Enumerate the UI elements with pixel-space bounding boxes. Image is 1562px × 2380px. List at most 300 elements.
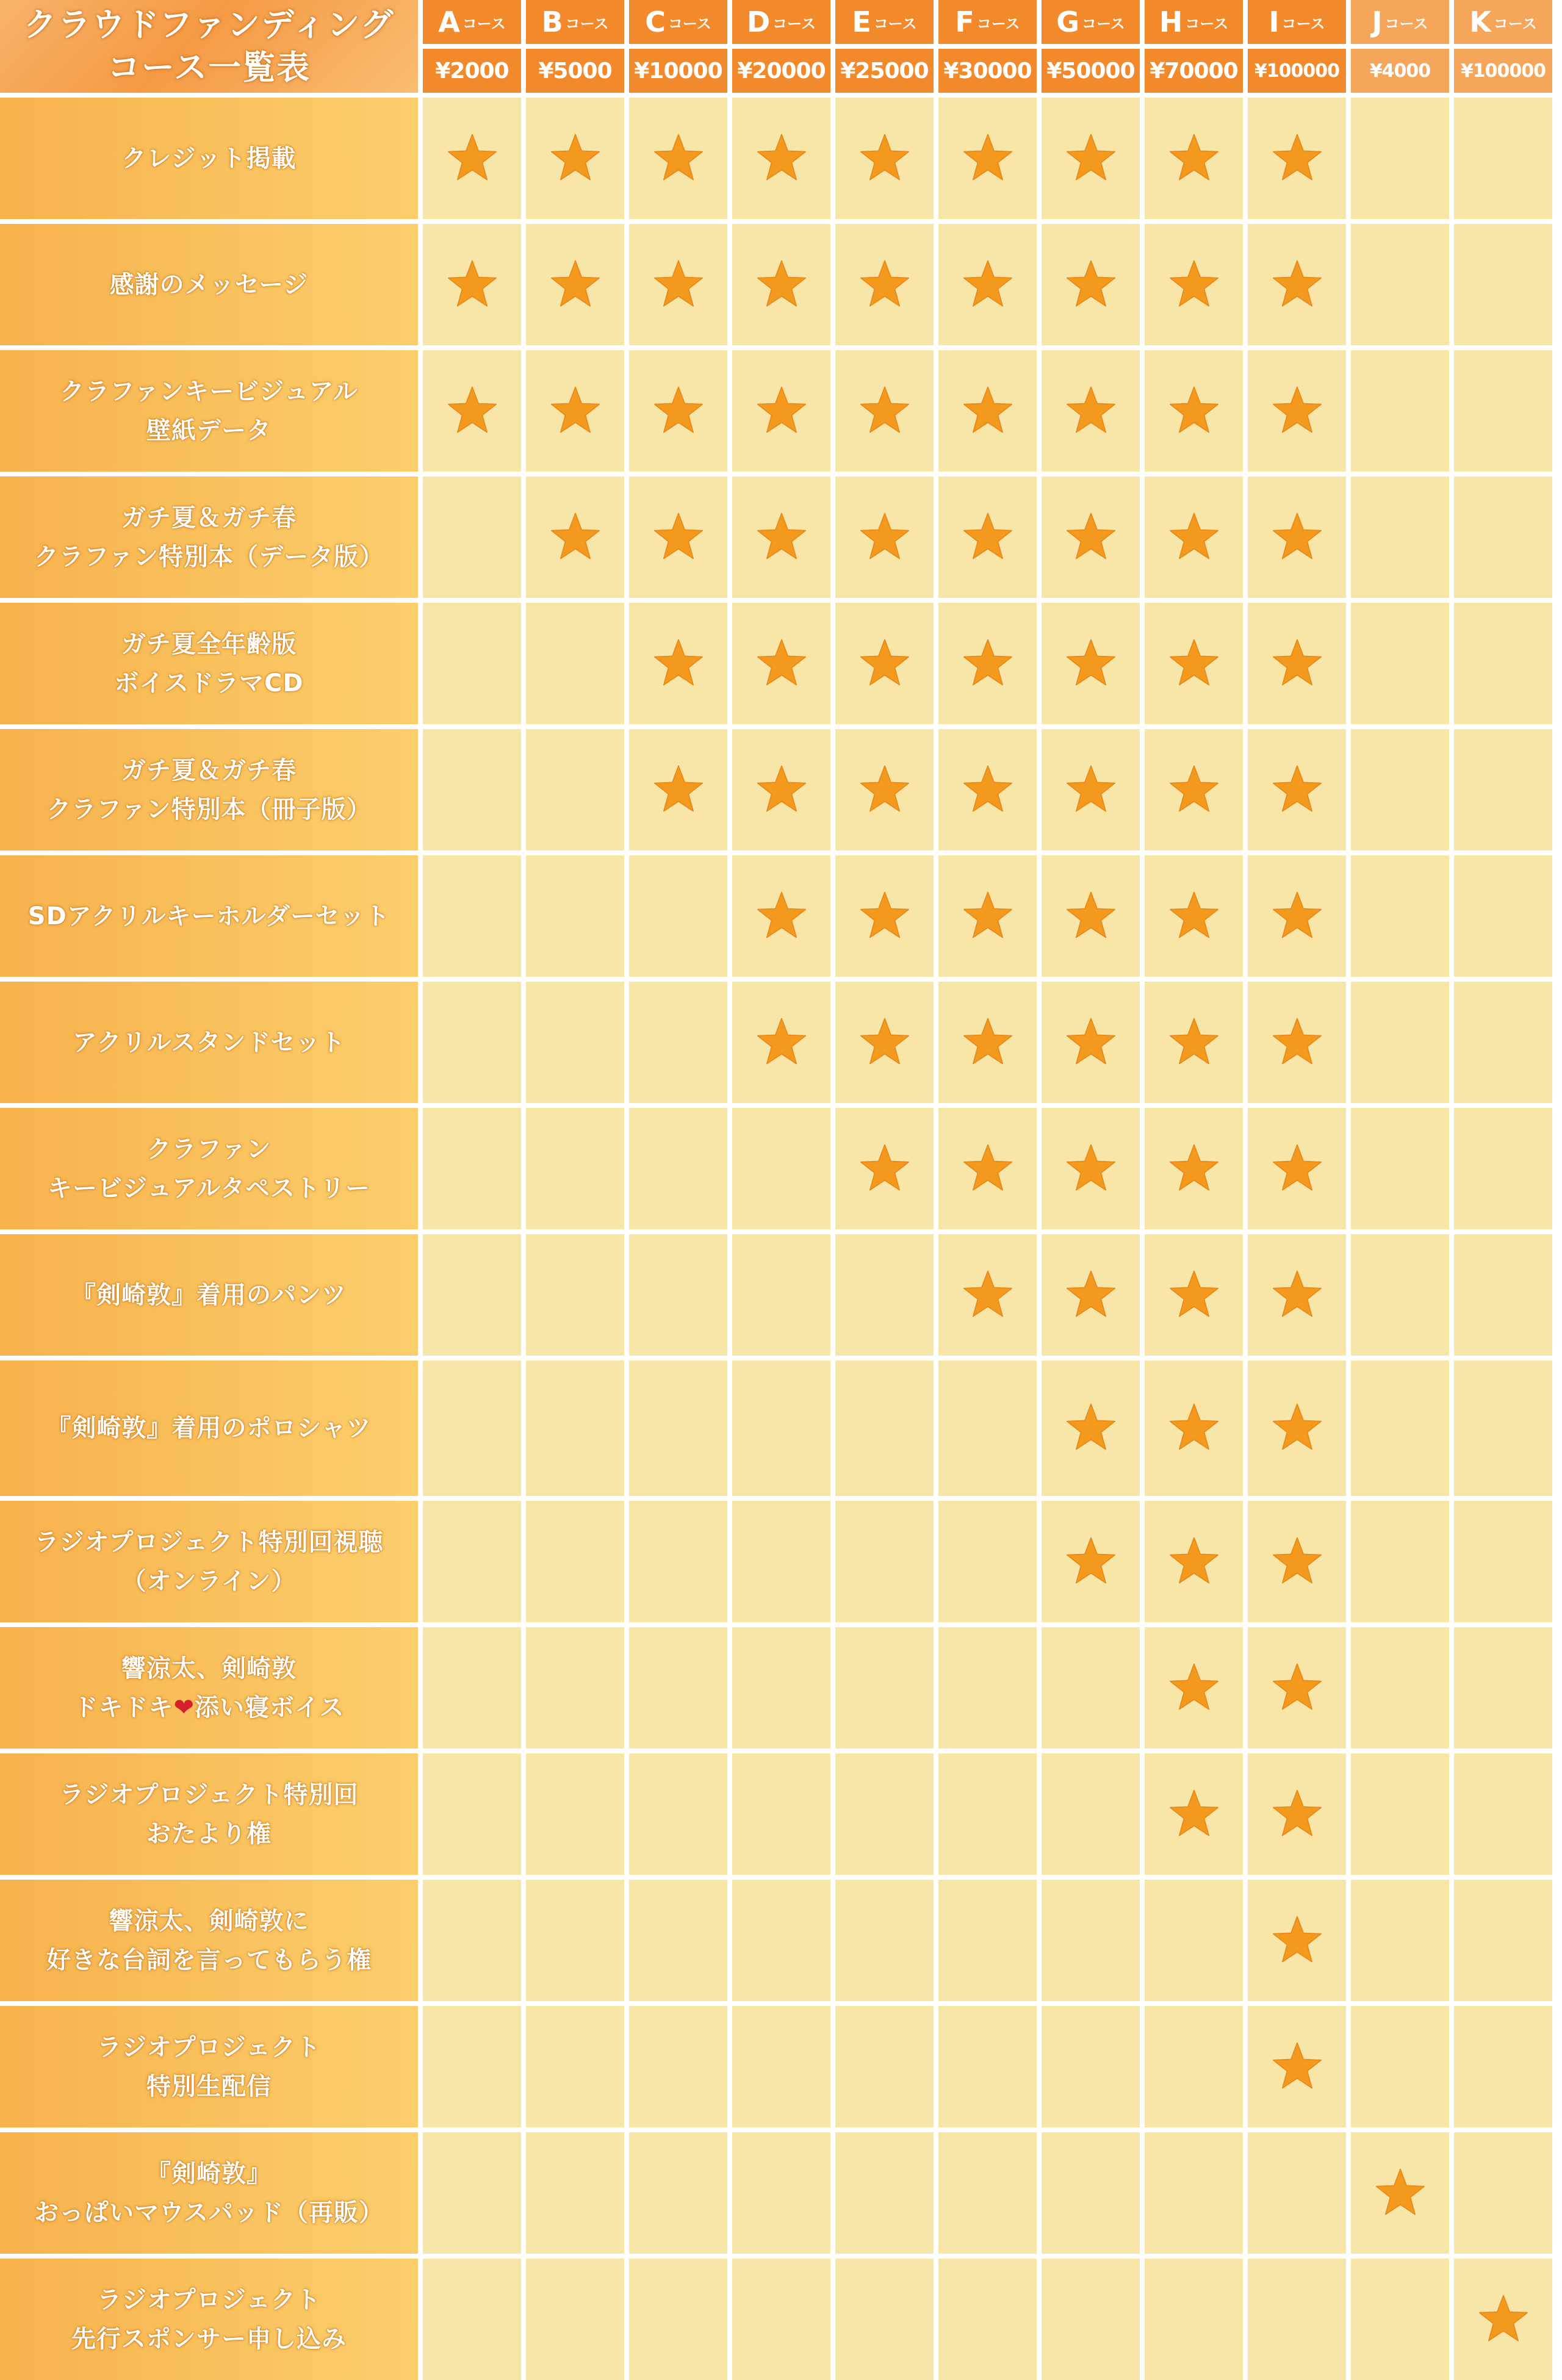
reward-cell-b: [526, 98, 624, 219]
star-icon: [1065, 1016, 1117, 1069]
course-suffix: コース: [565, 15, 609, 32]
reward-cell-h: [1145, 224, 1243, 345]
reward-cell-b: [526, 476, 624, 598]
star-icon: [1271, 1269, 1323, 1321]
reward-cell-h: [1145, 1234, 1243, 1356]
star-icon: [962, 1016, 1014, 1069]
star-icon: [652, 132, 705, 185]
star-icon: [446, 385, 498, 437]
reward-cell-c: [629, 2259, 727, 2380]
star-icon: [1168, 1016, 1220, 1069]
reward-cell-g: [1042, 855, 1140, 977]
reward-cell-i: [1248, 855, 1346, 977]
reward-cell-d: [732, 476, 830, 598]
reward-cell-h: [1145, 982, 1243, 1103]
reward-cell-e: [835, 2259, 934, 2380]
star-icon: [1065, 890, 1117, 943]
star-icon: [962, 890, 1014, 943]
course-letter: I: [1269, 5, 1279, 38]
reward-cell-a: [423, 855, 521, 977]
star-icon: [962, 764, 1014, 816]
star-icon: [652, 259, 705, 311]
reward-cell-h: [1145, 476, 1243, 598]
reward-label-line: ボイスドラマCD: [114, 669, 304, 697]
reward-cell-j: [1351, 350, 1449, 472]
reward-cell-g: [1042, 350, 1140, 472]
reward-cell-f: [938, 476, 1037, 598]
course-letter: C: [645, 5, 666, 38]
course-code-e: [835, 0, 934, 44]
reward-label: [0, 729, 418, 850]
reward-cell-f: [938, 350, 1037, 472]
reward-cell-b: [526, 1880, 624, 2001]
reward-cell-j: [1351, 224, 1449, 345]
star-icon: [652, 638, 705, 690]
course-letter: G: [1056, 5, 1079, 38]
reward-cell-c: [629, 603, 727, 724]
reward-cell-i: [1248, 1501, 1346, 1622]
reward-label: [0, 2006, 418, 2127]
reward-cell-b: [526, 1361, 624, 1496]
reward-cell-k: [1454, 2006, 1552, 2127]
star-icon: [962, 385, 1014, 437]
star-icon: [1168, 1402, 1220, 1454]
star-icon: [1271, 890, 1323, 943]
reward-cell-b: [526, 2132, 624, 2254]
reward-cell-h: [1145, 729, 1243, 850]
star-icon: [1271, 132, 1323, 185]
reward-cell-h: [1145, 1361, 1243, 1496]
reward-cell-f: [938, 224, 1037, 345]
reward-cell-d: [732, 1108, 830, 1229]
reward-cell-b: [526, 1627, 624, 1749]
reward-cell-a: [423, 1234, 521, 1356]
reward-label: [0, 982, 418, 1103]
reward-cell-c: [629, 350, 727, 472]
reward-cell-j: [1351, 476, 1449, 598]
reward-cell-d: [732, 1753, 830, 1875]
reward-cell-a: [423, 224, 521, 345]
reward-cell-b: [526, 2259, 624, 2380]
star-icon: [1168, 1662, 1220, 1714]
reward-cell-d: [732, 982, 830, 1103]
reward-cell-c: [629, 982, 727, 1103]
reward-cell-b: [526, 729, 624, 850]
reward-cell-f: [938, 729, 1037, 850]
star-icon: [1168, 259, 1220, 311]
star-icon: [1271, 1016, 1323, 1069]
star-icon: [962, 1143, 1014, 1195]
reward-cell-b: [526, 2006, 624, 2127]
reward-cell-a: [423, 2259, 521, 2380]
star-icon: [549, 511, 602, 564]
reward-cell-c: [629, 1501, 727, 1622]
reward-cell-b: [526, 350, 624, 472]
reward-cell-d: [732, 2006, 830, 2127]
reward-cell-i: [1248, 1234, 1346, 1356]
reward-cell-h: [1145, 350, 1243, 472]
star-icon: [1065, 1536, 1117, 1588]
star-icon: [1168, 890, 1220, 943]
course-code-a: [423, 0, 521, 44]
course-price-j: ¥4000: [1351, 49, 1449, 93]
star-icon: [1477, 2293, 1530, 2346]
reward-cell-k: [1454, 1501, 1552, 1622]
reward-cell-j: [1351, 1627, 1449, 1749]
reward-cell-b: [526, 603, 624, 724]
star-icon: [1168, 764, 1220, 816]
reward-label-line: 感謝のメッセージ: [109, 270, 309, 299]
reward-cell-k: [1454, 1627, 1552, 1749]
reward-cell-i: [1248, 350, 1346, 472]
reward-cell-j: [1351, 729, 1449, 850]
reward-label-line: ラジオプロジェクト: [97, 2033, 321, 2062]
reward-cell-g: [1042, 98, 1140, 219]
reward-label-line: おたより権: [146, 1819, 272, 1848]
reward-cell-g: [1042, 1501, 1140, 1622]
star-icon: [1065, 1402, 1117, 1454]
course-suffix: コース: [1493, 15, 1537, 32]
reward-cell-k: [1454, 855, 1552, 977]
reward-cell-b: [526, 224, 624, 345]
reward-cell-i: [1248, 2006, 1346, 2127]
reward-cell-f: [938, 1627, 1037, 1749]
star-icon: [446, 259, 498, 311]
star-icon: [1271, 1536, 1323, 1588]
reward-cell-g: [1042, 729, 1140, 850]
reward-cell-b: [526, 982, 624, 1103]
star-icon: [962, 259, 1014, 311]
reward-label-line: クラファンキービジュアル: [60, 377, 358, 406]
reward-label: [0, 350, 418, 472]
reward-cell-i: [1248, 2259, 1346, 2380]
reward-label: [0, 855, 418, 977]
reward-cell-i: [1248, 982, 1346, 1103]
reward-cell-h: [1145, 1108, 1243, 1229]
reward-cell-i: [1248, 1753, 1346, 1875]
star-icon: [858, 385, 911, 437]
reward-label-line: キービジュアルタペストリー: [48, 1174, 370, 1203]
reward-cell-c: [629, 1108, 727, 1229]
reward-label-line: ガチ夏＆ガチ春: [121, 503, 297, 532]
reward-label: [0, 1880, 418, 2001]
reward-label-line: ラジオプロジェクト特別回視聴: [34, 1528, 384, 1556]
course-price-i: ¥100000: [1248, 49, 1346, 93]
course-suffix: コース: [668, 15, 711, 32]
reward-label-line: ラジオプロジェクト特別回: [59, 1780, 359, 1809]
star-icon: [652, 511, 705, 564]
star-icon: [755, 638, 808, 690]
star-icon: [1271, 1402, 1323, 1454]
reward-cell-d: [732, 603, 830, 724]
star-icon: [858, 1016, 911, 1069]
reward-label-line: ラジオプロジェクト: [97, 2285, 321, 2314]
reward-cell-k: [1454, 1880, 1552, 2001]
reward-cell-a: [423, 1361, 521, 1496]
reward-cell-c: [629, 1361, 727, 1496]
reward-cell-d: [732, 350, 830, 472]
star-icon: [1271, 1914, 1323, 1967]
star-icon: [755, 385, 808, 437]
course-code-j: [1351, 0, 1449, 44]
star-icon: [858, 259, 911, 311]
reward-cell-f: [938, 2006, 1037, 2127]
reward-label-line: アクリルスタンドセット: [72, 1028, 346, 1057]
course-suffix: コース: [772, 15, 816, 32]
reward-cell-i: [1248, 1627, 1346, 1749]
reward-cell-e: [835, 1108, 934, 1229]
reward-cell-e: [835, 476, 934, 598]
course-price-k: ¥100000: [1454, 49, 1552, 93]
course-letter: H: [1159, 5, 1183, 38]
reward-label: [0, 2259, 418, 2380]
course-letter: A: [438, 5, 460, 38]
course-letter: B: [541, 5, 563, 38]
reward-cell-f: [938, 1108, 1037, 1229]
reward-cell-k: [1454, 2259, 1552, 2380]
star-icon: [1065, 1143, 1117, 1195]
reward-cell-f: [938, 1753, 1037, 1875]
reward-cell-h: [1145, 2259, 1243, 2380]
reward-cell-j: [1351, 855, 1449, 977]
star-icon: [1168, 1788, 1220, 1841]
reward-cell-h: [1145, 603, 1243, 724]
star-icon: [858, 638, 911, 690]
reward-cell-a: [423, 603, 521, 724]
star-icon: [1271, 1788, 1323, 1841]
table-title-line-2: コース一覧表: [107, 48, 311, 87]
reward-cell-a: [423, 476, 521, 598]
star-icon: [858, 764, 911, 816]
course-code-c: [629, 0, 727, 44]
reward-cell-b: [526, 1234, 624, 1356]
table-title: [0, 0, 418, 93]
reward-cell-f: [938, 1234, 1037, 1356]
star-icon: [1271, 1143, 1323, 1195]
reward-cell-a: [423, 1753, 521, 1875]
reward-cell-e: [835, 224, 934, 345]
course-letter: F: [955, 5, 974, 38]
reward-cell-e: [835, 729, 934, 850]
reward-cell-e: [835, 1501, 934, 1622]
star-icon: [858, 511, 911, 564]
reward-cell-i: [1248, 476, 1346, 598]
reward-cell-c: [629, 1753, 727, 1875]
star-icon: [549, 385, 602, 437]
star-icon: [1271, 385, 1323, 437]
reward-cell-g: [1042, 2132, 1140, 2254]
reward-cell-a: [423, 1627, 521, 1749]
star-icon: [1065, 132, 1117, 185]
reward-cell-h: [1145, 1880, 1243, 2001]
reward-label-line: 響涼太、剣崎敦に: [109, 1907, 309, 1935]
reward-cell-g: [1042, 2259, 1140, 2380]
reward-label-line: 『剣崎敦』着用のパンツ: [71, 1281, 347, 1309]
course-code-f: [938, 0, 1037, 44]
star-icon: [962, 638, 1014, 690]
reward-cell-j: [1351, 1501, 1449, 1622]
reward-cell-k: [1454, 982, 1552, 1103]
star-icon: [755, 132, 808, 185]
reward-cell-g: [1042, 603, 1140, 724]
star-icon: [1168, 1536, 1220, 1588]
reward-cell-k: [1454, 729, 1552, 850]
reward-label-line: 壁紙データ: [146, 416, 272, 445]
reward-label-line: 好きな台詞を言ってもらう権: [46, 1946, 372, 1974]
reward-cell-d: [732, 1234, 830, 1356]
reward-cell-e: [835, 1627, 934, 1749]
reward-cell-e: [835, 603, 934, 724]
course-price-g: ¥50000: [1042, 49, 1140, 93]
star-icon: [755, 890, 808, 943]
course-price-d: ¥20000: [732, 49, 830, 93]
star-icon: [1065, 764, 1117, 816]
reward-cell-j: [1351, 2132, 1449, 2254]
course-suffix: コース: [1384, 15, 1428, 32]
reward-cell-e: [835, 350, 934, 472]
reward-cell-c: [629, 2132, 727, 2254]
reward-label: [0, 1234, 418, 1356]
reward-cell-h: [1145, 1501, 1243, 1622]
star-icon: [962, 511, 1014, 564]
reward-cell-j: [1351, 1234, 1449, 1356]
course-code-b: [526, 0, 624, 44]
course-suffix: コース: [1281, 15, 1325, 32]
reward-label-line: 『剣崎敦』: [146, 2159, 272, 2188]
reward-label: [0, 98, 418, 219]
star-icon: [1065, 511, 1117, 564]
course-letter: K: [1469, 5, 1491, 38]
reward-label-line: 先行スポンサー申し込み: [71, 2324, 347, 2353]
course-code-h: [1145, 0, 1243, 44]
reward-label: [0, 603, 418, 724]
reward-cell-i: [1248, 98, 1346, 219]
course-suffix: コース: [1185, 15, 1229, 32]
reward-label: [0, 476, 418, 598]
reward-cell-d: [732, 98, 830, 219]
reward-label: [0, 1501, 418, 1622]
reward-cell-j: [1351, 1361, 1449, 1496]
star-icon: [1271, 2041, 1323, 2093]
reward-cell-e: [835, 1753, 934, 1875]
course-price-a: ¥2000: [423, 49, 521, 93]
reward-cell-f: [938, 855, 1037, 977]
reward-cell-d: [732, 2132, 830, 2254]
reward-label-line: ドキドキ❤添い寝ボイス: [73, 1693, 345, 1722]
reward-cell-f: [938, 982, 1037, 1103]
reward-cell-d: [732, 2259, 830, 2380]
reward-cell-b: [526, 1501, 624, 1622]
reward-cell-k: [1454, 98, 1552, 219]
reward-cell-b: [526, 855, 624, 977]
reward-label-line: おっぱいマウスパッド（再販）: [34, 2198, 384, 2227]
reward-label-line: クレジット掲載: [121, 144, 297, 173]
reward-cell-c: [629, 98, 727, 219]
star-icon: [1168, 132, 1220, 185]
reward-cell-g: [1042, 476, 1140, 598]
reward-cell-c: [629, 729, 727, 850]
reward-cell-c: [629, 1627, 727, 1749]
star-icon: [1168, 385, 1220, 437]
reward-cell-c: [629, 224, 727, 345]
reward-label: [0, 1753, 418, 1875]
course-suffix: コース: [1081, 15, 1125, 32]
reward-cell-k: [1454, 1753, 1552, 1875]
course-letter: J: [1372, 5, 1383, 38]
course-suffix: コース: [873, 15, 917, 32]
star-icon: [1065, 259, 1117, 311]
star-icon: [755, 1016, 808, 1069]
course-letter: E: [852, 5, 871, 38]
reward-cell-k: [1454, 1234, 1552, 1356]
star-icon: [1271, 764, 1323, 816]
reward-label-line: クラファン特別本（冊子版）: [46, 795, 372, 824]
reward-label-line: 響涼太、剣崎敦: [121, 1654, 297, 1683]
reward-cell-d: [732, 1880, 830, 2001]
reward-label-line: クラファン: [146, 1135, 272, 1163]
course-code-d: [732, 0, 830, 44]
reward-cell-g: [1042, 1361, 1140, 1496]
course-code-g: [1042, 0, 1140, 44]
course-code-k: [1454, 0, 1552, 44]
reward-cell-j: [1351, 2006, 1449, 2127]
reward-cell-g: [1042, 1108, 1140, 1229]
star-icon: [1168, 638, 1220, 690]
reward-cell-j: [1351, 2259, 1449, 2380]
star-icon: [1271, 511, 1323, 564]
star-icon: [858, 890, 911, 943]
reward-label: [0, 1627, 418, 1749]
reward-label: [0, 1108, 418, 1229]
table-title-line-1: クラウドファンディング: [23, 5, 395, 44]
star-icon: [1271, 259, 1323, 311]
course-price-f: ¥30000: [938, 49, 1037, 93]
reward-cell-h: [1145, 855, 1243, 977]
reward-cell-a: [423, 982, 521, 1103]
star-icon: [652, 385, 705, 437]
star-icon: [1168, 511, 1220, 564]
star-icon: [1168, 1269, 1220, 1321]
star-icon: [1374, 2167, 1427, 2220]
reward-cell-g: [1042, 1234, 1140, 1356]
star-icon: [1271, 1662, 1323, 1714]
star-icon: [755, 259, 808, 311]
reward-cell-f: [938, 1880, 1037, 2001]
reward-label-line: 特別生配信: [146, 2072, 272, 2101]
reward-cell-k: [1454, 1361, 1552, 1496]
reward-cell-a: [423, 1880, 521, 2001]
reward-cell-c: [629, 1234, 727, 1356]
reward-cell-a: [423, 1501, 521, 1622]
reward-cell-k: [1454, 476, 1552, 598]
reward-cell-e: [835, 855, 934, 977]
star-icon: [549, 132, 602, 185]
reward-cell-e: [835, 1361, 934, 1496]
reward-label-line: （オンライン）: [121, 1567, 297, 1595]
reward-cell-a: [423, 2132, 521, 2254]
reward-cell-g: [1042, 982, 1140, 1103]
reward-cell-i: [1248, 1880, 1346, 2001]
heart-icon: ❤: [173, 1693, 195, 1722]
reward-label-line: ガチ夏全年齢版: [121, 630, 297, 658]
reward-label-line: クラファン特別本（データ版）: [34, 542, 384, 571]
reward-cell-a: [423, 2006, 521, 2127]
reward-cell-j: [1351, 1880, 1449, 2001]
reward-cell-j: [1351, 1108, 1449, 1229]
reward-cell-h: [1145, 1753, 1243, 1875]
star-icon: [962, 132, 1014, 185]
reward-label-line: 『剣崎敦』着用のポロシャツ: [46, 1414, 372, 1442]
